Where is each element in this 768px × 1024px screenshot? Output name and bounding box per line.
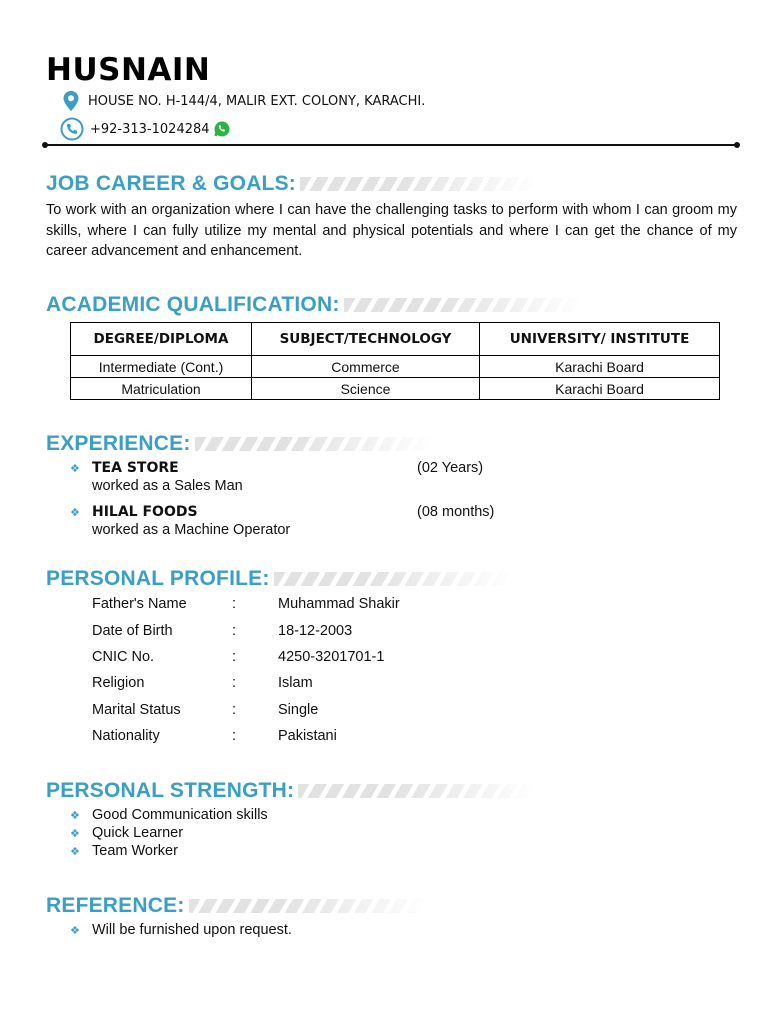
column-header: DEGREE/DIPLOMA (71, 323, 252, 356)
reference-text: Will be furnished upon request. (92, 922, 292, 938)
list-item (70, 922, 292, 938)
phone-text: +92-313-1024284 (90, 121, 210, 137)
profile-separator: : (232, 623, 237, 639)
list-item (70, 843, 178, 859)
profile-label: Marital Status (92, 702, 181, 718)
profile-label: Father's Name (92, 596, 187, 612)
profile-label: Religion (92, 675, 145, 691)
list-item (70, 825, 183, 841)
profile-separator: : (232, 675, 237, 691)
table-cell: Intermediate (Cont.) (71, 356, 252, 378)
profile-label: CNIC No. (92, 649, 155, 665)
list-item (70, 807, 268, 823)
profile-row (92, 702, 592, 722)
profile-value: 4250-3201701-1 (278, 649, 385, 665)
heading-stripe-decoration (274, 572, 514, 586)
profile-label: Nationality (92, 728, 160, 744)
profile-row (92, 675, 592, 695)
strength-text: Good Communication skills (92, 807, 268, 823)
section-heading-strength (46, 779, 538, 803)
section-heading-profile (46, 567, 514, 591)
profile-separator: : (232, 728, 237, 744)
career-title: JOB CAREER & GOALS: (46, 172, 296, 195)
strength-text: Quick Learner (92, 825, 184, 841)
strength-text: Team Worker (92, 843, 178, 859)
experience-item (70, 504, 198, 520)
profile-value: Muhammad Shakir (278, 596, 400, 612)
heading-stripe-decoration (300, 177, 540, 191)
academic-table (70, 322, 720, 400)
career-objective: To work with an organization where I can have the challenging tasks to perform with whom I can groom my skills, where I can fully utilize my mental and physical potentials and where I can get the chance of my career advancement and enhancement. (46, 202, 737, 259)
experience-title: EXPERIENCE: (46, 432, 191, 455)
table-cell: Science (252, 378, 480, 400)
profile-separator: : (232, 596, 237, 612)
diamond-bullet-icon: ❖ (70, 462, 80, 475)
profile-row (92, 623, 592, 643)
company-name: TEA STORE (92, 460, 179, 476)
candidate-name: HUSNAIN (46, 52, 211, 88)
phone-line (60, 117, 237, 141)
profile-separator: : (232, 649, 237, 665)
profile-title: PERSONAL PROFILE: (46, 567, 270, 590)
table-cell: Karachi Board (480, 356, 720, 378)
experience-duration: (08 months) (417, 504, 495, 520)
heading-stripe-decoration (189, 899, 429, 913)
strength-title: PERSONAL STRENGTH: (46, 779, 295, 802)
address-text: HOUSE NO. H-144/4, MALIR EXT. COLONY, KARACHI. (88, 93, 426, 109)
profile-value: Pakistani (278, 728, 337, 744)
table-row (71, 356, 720, 378)
column-header: UNIVERSITY/ INSTITUTE (480, 323, 720, 356)
experience-role: worked as a Sales Man (92, 478, 243, 494)
section-heading-academic (46, 293, 584, 317)
profile-row (92, 649, 592, 669)
section-heading-career (46, 172, 540, 196)
company-name: HILAL FOODS (92, 504, 198, 520)
profile-value: Islam (278, 675, 313, 691)
profile-value: 18-12-2003 (278, 623, 353, 639)
table-cell: Commerce (252, 356, 480, 378)
heading-stripe-decoration (195, 437, 435, 451)
experience-item (70, 460, 179, 476)
column-header: SUBJECT/TECHNOLOGY (252, 323, 480, 356)
diamond-bullet-icon: ❖ (70, 925, 80, 937)
diamond-bullet-icon: ❖ (70, 506, 80, 519)
diamond-bullet-icon: ❖ (70, 810, 80, 822)
profile-value: Single (278, 702, 319, 718)
table-row (71, 378, 720, 400)
table-cell: Matriculation (71, 378, 252, 400)
experience-duration: (02 Years) (417, 460, 484, 476)
section-heading-reference (46, 894, 429, 918)
profile-row (92, 596, 592, 616)
heading-stripe-decoration (298, 784, 538, 798)
academic-title: ACADEMIC QUALIFICATION: (46, 293, 340, 316)
heading-stripe-decoration (344, 298, 584, 312)
profile-label: Date of Birth (92, 623, 173, 639)
profile-separator: : (232, 702, 237, 718)
address-line (60, 90, 425, 112)
experience-role: worked as a Machine Operator (92, 522, 291, 538)
location-pin-icon (60, 90, 82, 112)
profile-row (92, 728, 592, 748)
diamond-bullet-icon: ❖ (70, 828, 80, 840)
table-cell: Karachi Board (480, 378, 720, 400)
section-heading-experience (46, 432, 435, 456)
table-header-row (71, 323, 720, 356)
diamond-bullet-icon: ❖ (70, 846, 80, 858)
header-divider (44, 144, 738, 146)
reference-title: REFERENCE: (46, 894, 185, 917)
phone-icon (60, 117, 84, 141)
whatsapp-icon (213, 120, 231, 138)
